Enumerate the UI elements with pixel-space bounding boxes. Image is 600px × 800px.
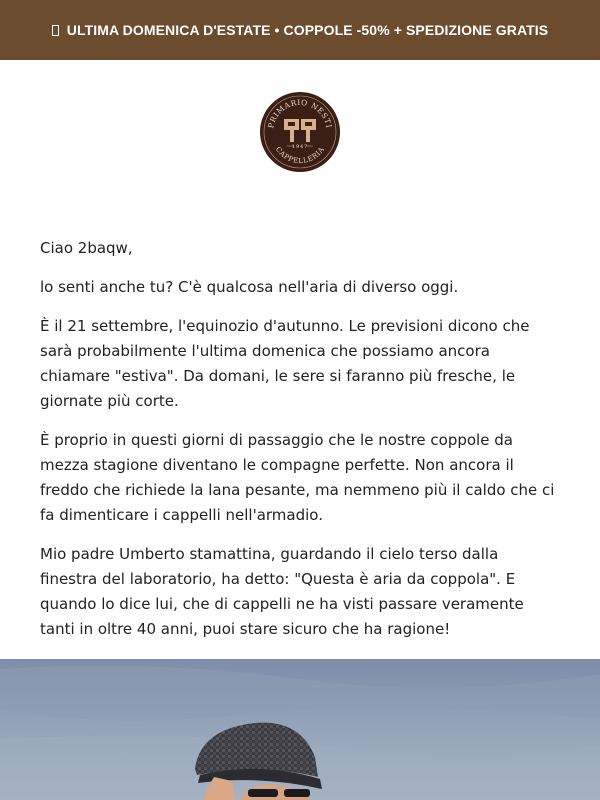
paragraph-equinox: È il 21 settembre, l'equinozio d'autunno. Le previsioni dicono che sarà probabilmente l'ultima domenica che possiamo ancora chiamare "estiva". Da domani, le sere si faranno più fresche, le giornate più corte. [40,317,530,410]
coppola-cap [195,723,318,777]
logo-top-text: PRIMARIO NESTI [266,97,334,130]
promo-banner[interactable] [0,0,600,60]
paragraph-coppole: È proprio in questi giorni di passaggio che le nostre coppole da mezza stagione diventano le compagne perfette. Non ancora il freddo che richiede la lana pesante, ma nemmeno più il caldo che ci fa dimenticare i cappelli nell'armadio. [40,431,555,524]
email-body [0,236,600,642]
logo-year: 1947 [292,144,308,150]
promo-banner-text: ULTIMA DOMENICA D'ESTATE • COPPOLE -50% + SPEDIZIONE GRATIS [66,22,549,38]
hero-photo [0,659,600,800]
hero-image[interactable] [0,659,600,800]
logo-section [0,60,600,200]
paragraph-father: Mio padre Umberto stamattina, guardando il cielo terso dalla finestra del laboratorio, ha detto: "Questa è aria da coppola". E quando lo dice lui, che di cappelli ne ha visti passare veramente tanti in oltre 40 anni, puoi stare sicuro che ha ragione! [40,545,524,638]
greeting: Ciao 2baqw, [40,239,133,257]
paragraph-intro: lo senti anche tu? C'è qualcosa nell'aria di diverso oggi. [40,278,459,296]
logo-bottom-text: CAPPELLERIA [273,145,327,166]
missing-glyph-icon [52,25,59,36]
brand-logo[interactable] [259,91,341,173]
